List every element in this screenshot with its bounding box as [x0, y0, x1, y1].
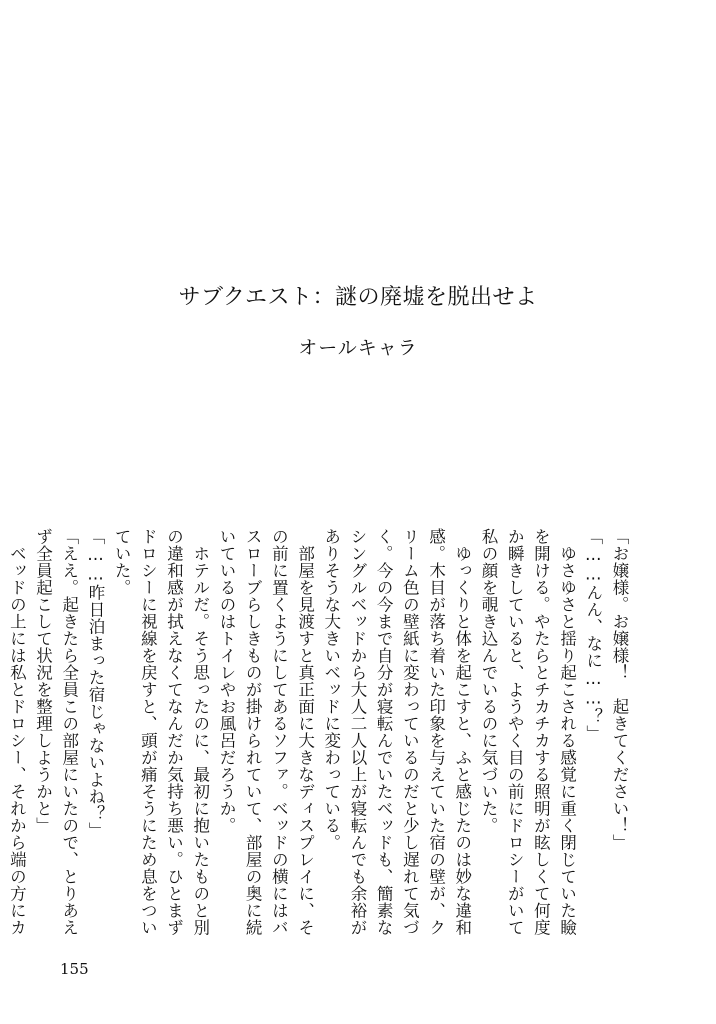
paragraph: 「お嬢様。お嬢様！ 起きてください！」: [610, 528, 629, 851]
author-name: オールキャラ: [298, 337, 418, 359]
paragraph: 「……昨日泊まった宿じゃないよね？」: [85, 528, 105, 839]
paragraph: 「……んん、なに……？」: [583, 528, 603, 742]
paragraph: 部屋を見渡すと真正面に大きなディスプレイに、その前に置くようにしてあるソファ。ベッドの横にはバスローブらしきものが掛けられていて、部屋の奥に続いているのはトイレやお風呂だろうか。: [216, 528, 315, 936]
page-number: 155: [60, 960, 89, 978]
chapter-title: サブクエスト：謎の廃墟を脱出せよ: [178, 285, 538, 310]
paragraph: 「ええ。起きたら全員この部屋にいたので、とりあえず全員起こして状況を整理しようかと」: [33, 528, 79, 936]
paragraph: ゆさゆさと揺り起こされる感覚に重く閉じていた瞼を開ける。やたらとチカチカする照明が眩しくて何度か瞬きしていると、ようやく目の前にドロシーがいて私の顔を覗き込んでいるのに気づいた。: [478, 528, 577, 936]
paragraph: ゆっくりと体を起こすと、ふと感じたのは妙な違和感。木目が落ち着いた印象を与えていた宿の壁が、クリーム色の壁紙に変わっているのだと少し遅れて気づく。今の今まで自分が寝転んでいたベッドも、簡素なシングルベッドから大人二人以上が寝転んでも余裕がありそうな大きいベッドに変わっている。: [321, 528, 472, 936]
paragraph: ホテルだ。そう思ったのに、最初に抱いたものと別の違和感が拭えなくてなんだか気持ち悪い。ひとまずドロシーに視線を戻すと、頭が痛そうにため息をついていた。: [112, 528, 210, 936]
body-text: [0, 528, 632, 952]
paragraph: ベッドの上には私とドロシー、それから端の方にカ: [7, 545, 27, 936]
